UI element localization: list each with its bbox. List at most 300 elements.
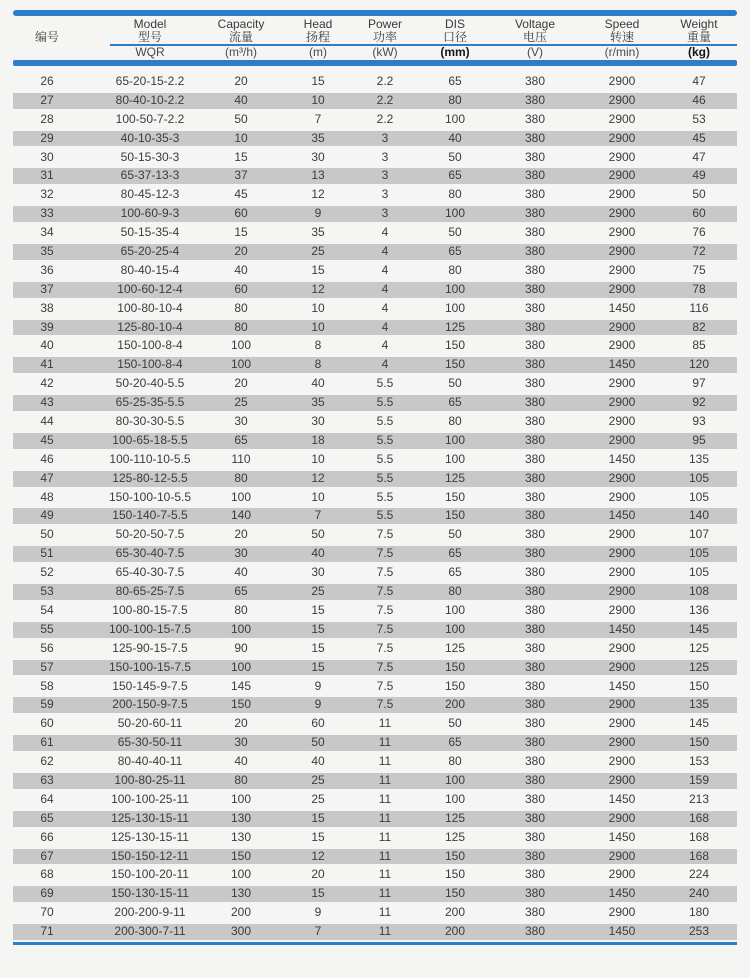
- cell-power: 7.5: [376, 584, 394, 599]
- cell-weight: 92: [692, 395, 706, 410]
- cell-head: 15: [311, 810, 325, 825]
- cell-capacity: 80: [234, 319, 248, 334]
- cell-voltage: 380: [524, 640, 546, 655]
- cell-speed: 2900: [608, 659, 636, 674]
- table-row: [13, 867, 737, 883]
- cell-model: 80-40-40-11: [117, 754, 183, 769]
- table-row: [13, 74, 737, 90]
- cell-voltage: 380: [524, 735, 546, 750]
- cell-voltage: 380: [524, 111, 546, 126]
- table-row: [13, 603, 737, 619]
- cell-speed: 2900: [608, 546, 636, 561]
- cell-model: 100-100-15-7.5: [108, 621, 192, 636]
- cell-dis: 80: [448, 262, 462, 277]
- cell-dis: 65: [448, 735, 462, 750]
- cell-num: 46: [40, 451, 54, 466]
- cell-voltage: 380: [524, 810, 546, 825]
- cell-speed: 2900: [608, 810, 636, 825]
- cell-weight: 107: [688, 527, 710, 542]
- cell-weight: 82: [692, 319, 706, 334]
- cell-dis: 50: [448, 149, 462, 164]
- cell-speed: 2900: [608, 74, 636, 88]
- cell-num: 50: [40, 527, 54, 542]
- cell-dis: 125: [444, 810, 466, 825]
- table-row: [13, 546, 737, 562]
- table-row: [13, 357, 737, 373]
- cell-capacity: 45: [234, 187, 248, 202]
- cell-num: 40: [40, 338, 54, 353]
- cell-model: 80-40-10-2.2: [115, 92, 185, 107]
- cell-head: 7: [314, 111, 322, 126]
- cell-head: 8: [314, 357, 322, 372]
- cell-dis: 100: [444, 451, 466, 466]
- table-row: [13, 93, 737, 109]
- cell-num: 29: [40, 130, 54, 145]
- cell-head: 30: [311, 414, 325, 429]
- cell-dis: 150: [444, 489, 466, 504]
- cell-power: 2.2: [376, 74, 394, 88]
- cell-speed: 2900: [608, 130, 636, 145]
- cell-power: 7.5: [376, 565, 394, 580]
- cell-dis: 100: [444, 206, 466, 221]
- column-unit-model: WQR: [135, 45, 165, 59]
- cell-speed: 2900: [608, 602, 636, 617]
- cell-capacity: 80: [234, 470, 248, 485]
- table-row: [13, 716, 737, 732]
- column-header-weight: [644, 18, 750, 44]
- column-header-zh: 编号: [34, 30, 59, 44]
- cell-num: 51: [40, 546, 54, 561]
- cell-speed: 2900: [608, 754, 636, 769]
- cell-num: 66: [40, 829, 54, 844]
- cell-capacity: 130: [230, 810, 252, 825]
- cell-num: 44: [40, 414, 54, 429]
- cell-speed: 2900: [608, 565, 636, 580]
- cell-weight: 125: [688, 640, 710, 655]
- cell-voltage: 380: [524, 451, 546, 466]
- cell-num: 43: [40, 395, 54, 410]
- cell-model: 150-100-8-4: [117, 357, 183, 372]
- cell-dis: 80: [448, 187, 462, 202]
- table-row: [13, 490, 737, 506]
- column-unit-head: (m): [309, 45, 327, 59]
- table-header: [13, 16, 737, 60]
- cell-power: 11: [378, 924, 392, 939]
- cell-speed: 2900: [608, 470, 636, 485]
- cell-head: 15: [311, 602, 325, 617]
- cell-num: 39: [40, 319, 54, 334]
- cell-speed: 2900: [608, 527, 636, 542]
- table-row: [13, 338, 737, 354]
- cell-capacity: 90: [234, 640, 248, 655]
- column-header-en: Head: [303, 17, 333, 31]
- cell-weight: 125: [688, 659, 710, 674]
- cell-model: 65-20-15-2.2: [115, 74, 185, 88]
- cell-speed: 1450: [608, 451, 636, 466]
- cell-capacity: 80: [234, 772, 248, 787]
- cell-capacity: 30: [234, 414, 248, 429]
- cell-model: 100-80-10-4: [117, 300, 183, 315]
- cell-head: 35: [311, 225, 325, 240]
- cell-head: 25: [311, 244, 325, 259]
- cell-capacity: 140: [230, 508, 252, 523]
- column-header-zh: 重量: [686, 30, 711, 44]
- cell-power: 7.5: [376, 602, 394, 617]
- cell-weight: 153: [688, 754, 710, 769]
- cell-voltage: 380: [524, 621, 546, 636]
- cell-capacity: 40: [234, 565, 248, 580]
- cell-model: 100-80-25-11: [114, 772, 186, 787]
- cell-model: 65-25-35-5.5: [115, 395, 185, 410]
- cell-capacity: 100: [230, 621, 252, 636]
- table-row: [13, 735, 737, 751]
- cell-dis: 100: [444, 772, 466, 787]
- cell-model: 65-30-40-7.5: [115, 546, 185, 561]
- cell-power: 7.5: [376, 659, 394, 674]
- cell-dis: 150: [444, 886, 466, 901]
- cell-head: 35: [311, 395, 325, 410]
- cell-voltage: 380: [524, 130, 546, 145]
- cell-weight: 150: [688, 735, 710, 750]
- cell-head: 15: [311, 262, 325, 277]
- cell-voltage: 380: [524, 432, 546, 447]
- cell-dis: 50: [448, 716, 462, 731]
- cell-head: 10: [311, 319, 325, 334]
- cell-capacity: 100: [230, 338, 252, 353]
- table-row: [13, 660, 737, 676]
- cell-dis: 65: [448, 74, 462, 88]
- cell-speed: 2900: [608, 319, 636, 334]
- cell-weight: 105: [688, 546, 710, 561]
- cell-dis: 200: [444, 924, 466, 939]
- cell-model: 65-37-13-3: [120, 168, 180, 183]
- table-row: [13, 849, 737, 865]
- cell-speed: 2900: [608, 414, 636, 429]
- cell-power: 4: [381, 357, 389, 372]
- cell-dis: 125: [444, 640, 466, 655]
- cell-capacity: 15: [234, 149, 248, 164]
- cell-weight: 120: [688, 357, 710, 372]
- cell-capacity: 110: [231, 451, 251, 466]
- cell-num: 26: [40, 74, 54, 88]
- cell-voltage: 380: [524, 92, 546, 107]
- cell-power: 11: [378, 791, 392, 806]
- cell-voltage: 380: [524, 300, 546, 315]
- cell-num: 65: [40, 810, 54, 825]
- cell-head: 15: [311, 886, 325, 901]
- cell-power: 11: [378, 735, 392, 750]
- cell-dis: 100: [444, 791, 466, 806]
- spec-table: [13, 10, 737, 945]
- cell-weight: 75: [692, 262, 706, 277]
- cell-weight: 180: [688, 905, 710, 920]
- cell-num: 68: [40, 867, 54, 882]
- cell-weight: 60: [692, 206, 706, 221]
- cell-head: 13: [311, 168, 325, 183]
- cell-num: 63: [40, 772, 54, 787]
- table-row: [13, 830, 737, 846]
- cell-dis: 150: [444, 357, 466, 372]
- table-row: [13, 811, 737, 827]
- table-row: [13, 565, 737, 581]
- cell-weight: 49: [692, 168, 706, 183]
- cell-head: 50: [311, 527, 325, 542]
- cell-model: 125-130-15-11: [111, 810, 189, 825]
- cell-power: 7.5: [376, 697, 394, 712]
- column-header-zh: 扬程: [305, 30, 330, 44]
- cell-model: 65-30-50-11: [117, 735, 183, 750]
- cell-voltage: 380: [524, 225, 546, 240]
- cell-head: 15: [311, 74, 325, 88]
- cell-num: 56: [40, 640, 54, 655]
- cell-power: 3: [381, 130, 389, 145]
- cell-model: 100-80-15-7.5: [112, 602, 188, 617]
- cell-model: 125-130-15-11: [111, 829, 189, 844]
- cell-speed: 2900: [608, 716, 636, 731]
- cell-speed: 2900: [608, 376, 636, 391]
- cell-dis: 100: [444, 621, 466, 636]
- cell-num: 55: [40, 621, 54, 636]
- cell-weight: 105: [688, 470, 710, 485]
- cell-voltage: 380: [524, 281, 546, 296]
- column-unit-weight: (kg): [688, 45, 710, 59]
- cell-power: 11: [378, 754, 392, 769]
- cell-dis: 200: [444, 697, 466, 712]
- cell-speed: 2900: [608, 395, 636, 410]
- cell-voltage: 380: [524, 149, 546, 164]
- cell-voltage: 380: [524, 867, 546, 882]
- cell-dis: 80: [448, 92, 462, 107]
- table-body: [13, 74, 737, 940]
- cell-voltage: 380: [524, 187, 546, 202]
- cell-head: 12: [311, 848, 325, 863]
- cell-num: 69: [40, 886, 54, 901]
- cell-power: 3: [381, 206, 389, 221]
- cell-power: 11: [378, 886, 392, 901]
- cell-speed: 2900: [608, 640, 636, 655]
- cell-num: 33: [40, 206, 54, 221]
- cell-voltage: 380: [524, 508, 546, 523]
- cell-num: 53: [40, 584, 54, 599]
- table-row: [13, 641, 737, 657]
- cell-capacity: 100: [230, 791, 252, 806]
- cell-model: 150-100-20-11: [111, 867, 189, 882]
- cell-head: 8: [314, 338, 322, 353]
- column-header-en: Power: [367, 17, 402, 31]
- cell-dis: 150: [444, 867, 466, 882]
- cell-speed: 1450: [608, 508, 636, 523]
- table-row: [13, 225, 737, 241]
- cell-num: 61: [40, 735, 54, 750]
- cell-head: 12: [311, 470, 325, 485]
- cell-model: 50-15-35-4: [120, 225, 180, 240]
- cell-speed: 2900: [608, 338, 636, 353]
- cell-weight: 45: [692, 130, 706, 145]
- table-row: [13, 414, 737, 430]
- cell-model: 150-150-12-11: [111, 848, 189, 863]
- cell-num: 41: [40, 357, 54, 372]
- cell-speed: 1450: [608, 791, 636, 806]
- cell-weight: 53: [692, 111, 706, 126]
- cell-model: 150-145-9-7.5: [112, 678, 188, 693]
- cell-num: 36: [40, 262, 54, 277]
- table-row: [13, 886, 737, 902]
- table-row: [13, 697, 737, 713]
- cell-speed: 2900: [608, 867, 636, 882]
- cell-speed: 2900: [608, 225, 636, 240]
- table-row: [13, 282, 737, 298]
- cell-power: 11: [378, 810, 392, 825]
- table-row: [13, 206, 737, 222]
- table-row: [13, 376, 737, 392]
- cell-head: 15: [311, 659, 325, 674]
- cell-speed: 2900: [608, 848, 636, 863]
- cell-num: 31: [40, 168, 54, 183]
- cell-speed: 2900: [608, 489, 636, 504]
- cell-capacity: 25: [234, 395, 248, 410]
- table-row: [13, 773, 737, 789]
- cell-weight: 240: [688, 886, 710, 901]
- cell-model: 125-80-10-4: [117, 319, 183, 334]
- cell-voltage: 380: [524, 565, 546, 580]
- cell-dis: 50: [448, 527, 462, 542]
- column-header-zh: 功率: [372, 30, 397, 44]
- cell-capacity: 200: [230, 905, 252, 920]
- cell-weight: 47: [692, 74, 706, 88]
- column-header-en: Model: [133, 17, 167, 31]
- table-row: [13, 584, 737, 600]
- cell-dis: 150: [444, 338, 466, 353]
- cell-speed: 2900: [608, 432, 636, 447]
- table-row: [13, 452, 737, 468]
- cell-num: 54: [40, 602, 54, 617]
- cell-model: 100-60-12-4: [117, 281, 183, 296]
- cell-num: 45: [40, 432, 54, 447]
- cell-model: 100-100-25-11: [111, 791, 189, 806]
- cell-model: 200-300-7-11: [114, 924, 186, 939]
- cell-num: 64: [40, 791, 54, 806]
- cell-capacity: 80: [234, 602, 248, 617]
- cell-voltage: 380: [524, 602, 546, 617]
- cell-model: 150-100-15-7.5: [108, 659, 192, 674]
- table-row: [13, 792, 737, 808]
- cell-head: 20: [311, 867, 325, 882]
- cell-model: 80-30-30-5.5: [115, 414, 185, 429]
- cell-dis: 125: [444, 470, 466, 485]
- cell-speed: 2900: [608, 149, 636, 164]
- cell-capacity: 37: [234, 168, 248, 183]
- cell-capacity: 100: [230, 357, 252, 372]
- cell-model: 100-60-9-3: [120, 206, 180, 221]
- cell-weight: 224: [688, 867, 710, 882]
- cell-voltage: 380: [524, 527, 546, 542]
- cell-voltage: 380: [524, 697, 546, 712]
- cell-num: 71: [40, 924, 54, 939]
- cell-voltage: 380: [524, 754, 546, 769]
- cell-dis: 100: [444, 111, 466, 126]
- cell-dis: 100: [444, 300, 466, 315]
- cell-dis: 65: [448, 244, 462, 259]
- cell-head: 25: [311, 584, 325, 599]
- cell-capacity: 20: [234, 376, 248, 391]
- cell-power: 11: [378, 716, 392, 731]
- cell-model: 50-20-50-7.5: [115, 527, 185, 542]
- cell-dis: 150: [444, 678, 466, 693]
- cell-voltage: 380: [524, 772, 546, 787]
- cell-weight: 150: [688, 678, 710, 693]
- cell-capacity: 20: [234, 527, 248, 542]
- cell-model: 125-80-12-5.5: [112, 470, 188, 485]
- column-header-zh: 电压: [522, 30, 547, 44]
- cell-voltage: 380: [524, 829, 546, 844]
- cell-head: 30: [311, 565, 325, 580]
- cell-head: 9: [314, 206, 322, 221]
- cell-model: 150-100-10-5.5: [108, 489, 192, 504]
- cell-weight: 108: [688, 584, 710, 599]
- cell-capacity: 80: [234, 300, 248, 315]
- cell-speed: 2900: [608, 111, 636, 126]
- cell-weight: 97: [692, 376, 706, 391]
- cell-num: 32: [40, 187, 54, 202]
- cell-speed: 2900: [608, 92, 636, 107]
- cell-weight: 168: [688, 848, 710, 863]
- cell-model: 100-110-10-5.5: [109, 451, 191, 466]
- cell-voltage: 380: [524, 262, 546, 277]
- column-header-en: Speed: [604, 17, 640, 31]
- cell-power: 4: [381, 319, 389, 334]
- cell-weight: 135: [688, 697, 710, 712]
- table-row: [13, 622, 737, 638]
- cell-capacity: 145: [230, 678, 252, 693]
- cell-speed: 1450: [608, 924, 636, 939]
- cell-dis: 80: [448, 754, 462, 769]
- cell-power: 5.5: [376, 489, 394, 504]
- cell-dis: 50: [448, 376, 462, 391]
- table-row: [13, 905, 737, 921]
- cell-voltage: 380: [524, 659, 546, 674]
- table-row: [13, 131, 737, 147]
- cell-speed: 2900: [608, 244, 636, 259]
- cell-model: 150-140-7-5.5: [112, 508, 188, 523]
- cell-power: 5.5: [376, 395, 394, 410]
- cell-weight: 145: [688, 716, 710, 731]
- column-header-zh: 流量: [228, 30, 253, 44]
- cell-num: 62: [40, 754, 54, 769]
- cell-speed: 2900: [608, 584, 636, 599]
- cell-power: 4: [381, 225, 389, 240]
- cell-power: 5.5: [376, 414, 394, 429]
- cell-voltage: 380: [524, 357, 546, 372]
- table-row: [13, 471, 737, 487]
- column-header-en: DIS: [444, 17, 465, 31]
- cell-power: 5.5: [376, 451, 394, 466]
- table-row: [13, 301, 737, 317]
- cell-num: 37: [40, 281, 54, 296]
- cell-voltage: 380: [524, 168, 546, 183]
- cell-head: 35: [311, 130, 325, 145]
- cell-model: 125-90-15-7.5: [112, 640, 188, 655]
- cell-dis: 125: [444, 319, 466, 334]
- cell-capacity: 130: [230, 886, 252, 901]
- cell-speed: 2900: [608, 262, 636, 277]
- cell-voltage: 380: [524, 338, 546, 353]
- cell-head: 9: [314, 905, 322, 920]
- cell-speed: 1450: [608, 829, 636, 844]
- cell-voltage: 380: [524, 924, 546, 939]
- cell-capacity: 60: [234, 281, 248, 296]
- cell-head: 15: [311, 640, 325, 655]
- cell-head: 25: [311, 772, 325, 787]
